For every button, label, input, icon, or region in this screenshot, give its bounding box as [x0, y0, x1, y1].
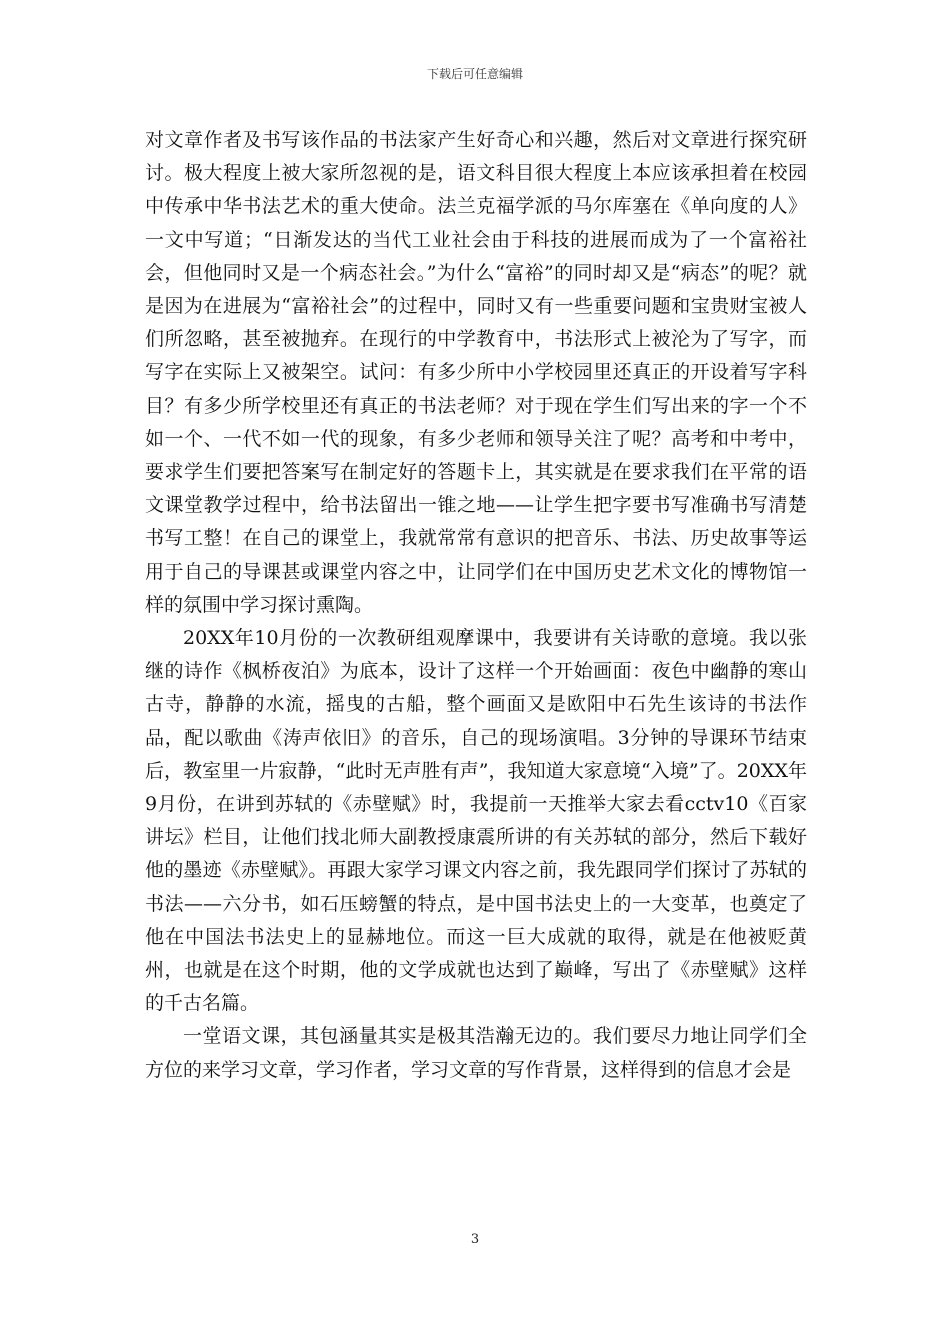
page-header: 下载后可任意编辑	[426, 67, 523, 81]
document-body	[145, 124, 807, 1087]
paragraph-1: 对文章作者及书写该作品的书法家产生好奇心和兴趣，然后对文章进行探究研讨。极大程度上被大家所忽视的是，语文科目很大程度上本应该承担着在校园中传承中华书法艺术的重大使命。法兰克福学派的马尔库塞在《单向度的人》一文中写道；“日渐发达的当代工业社会由于科技的进展而成为了一个富裕社会，但他同时又是一个病态社会。”为什么“富裕”的同时却又是“病态”的呢？就是因为在进展为“富裕社会”的过程中，同时又有一些重要问题和宝贵财宝被人们所忽略，甚至被抛弃。在现行的中学教育中，书法形式上被沦为了写字，而写字在实际上又被架空。试问：有多少所中小学校园里还真正的开设着写字科目？有多少所学校里还有真正的书法老师？对于现在学生们写出来的字一个不如一个、一代不如一代的现象，有多少老师和领导关注了呢？高考和中考中，要求学生们要把答案写在制定好的答题卡上，其实就是在要求我们在平常的语文课堂教学过程中，给书法留出一锥之地——让学生把字要书写准确书写清楚书写工整！在自己的课堂上，我就常常有意识的把音乐、书法、历史故事等运用于自己的导课甚或课堂内容之中，让同学们在中国历史艺术文化的博物馆一样的氛围中学习探讨熏陶。	[145, 129, 807, 616]
paragraph-2: 20XX年10月份的一次教研组观摩课中，我要讲有关诗歌的意境。我以张继的诗作《枫桥夜泊》为底本，设计了这样一个开始画面：夜色中幽静的寒山古寺，静静的水流，摇曳的古船，整个画面又是欧阳中石先生该诗的书法作品，配以歌曲《涛声依旧》的音乐，自己的现场演唱。3分钟的导课环节结束后，教室里一片寂静，“此时无声胜有声”，我知道大家意境“入境”了。20XX年9月份，在讲到苏轼的《赤壁赋》时，我提前一天推举大家去看cctv10《百家讲坛》栏目，让他们找北师大副教授康震所讲的有关苏轼的部分，然后下载好他的墨迹《赤壁赋》。再跟大家学习课文内容之前，我先跟同学们探讨了苏轼的书法——六分书，如石压螃蟹的特点，是中国书法史上的一大变革，也奠定了他在中国法书法史上的显赫地位。而这一巨大成就的取得，就是在他被贬黄州，也就是在这个时期，他的文学成就也达到了巅峰，写出了《赤壁赋》这样的千古名篇。	[145, 627, 807, 1015]
paragraph-3: 一堂语文课，其包涵量其实是极其浩瀚无边的。我们要尽力地让同学们全方位的来学习文章，学习作者，学习文章的写作背景，这样得到的信息才会是	[145, 1025, 807, 1081]
page-number: 3	[470, 1232, 480, 1247]
